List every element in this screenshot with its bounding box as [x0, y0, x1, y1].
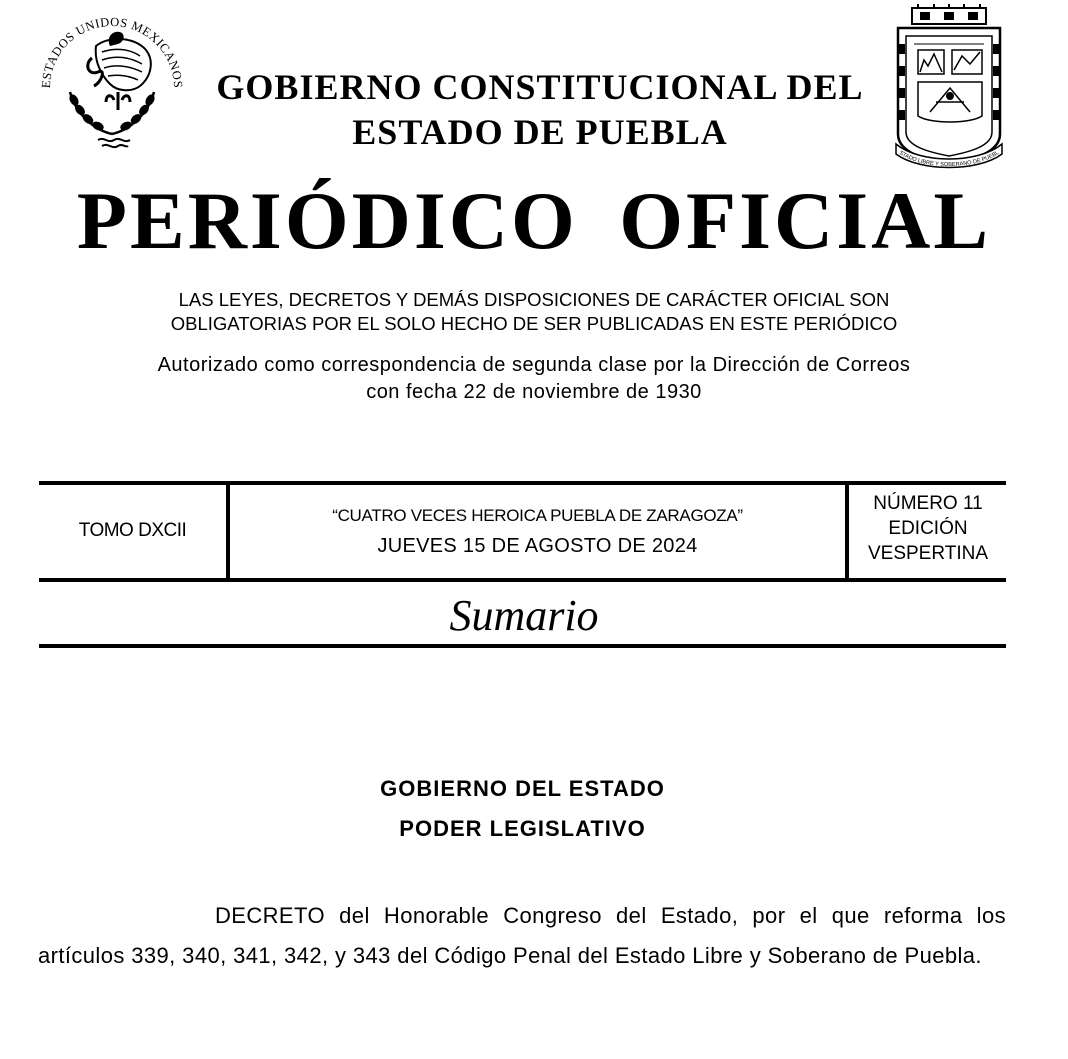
government-name-line2: ESTADO DE PUEBLA: [352, 112, 728, 152]
edition-line2: VESPERTINA: [867, 543, 989, 564]
authorization-line2: con fecha 22 de noviembre de 1930: [366, 381, 702, 403]
svg-text:ESTADOS UNIDOS MEXICANOS: ESTADOS UNIDOS MEXICANOS: [38, 14, 186, 89]
authorization-line1: Autorizado como correspondencia de segunda clase por la Dirección de Correos: [157, 354, 911, 376]
mexico-coat-of-arms-seal: [36, 6, 188, 156]
section-heading-legislative: PODER LEGISLATIVO: [399, 816, 646, 841]
svg-text:ESTADO LIBRE Y SOBERANO DE PUE: STADO LIBRE Y SOBERANO DE PUEBL: [897, 150, 1001, 169]
legal-notice-line2: OBLIGATORIAS POR EL SOLO HECHO DE SER PUBLICADAS EN ESTE PERIÓDICO: [170, 313, 898, 334]
section-heading-government: GOBIERNO DEL ESTADO: [380, 776, 665, 801]
decree-paragraph: DECRETO del Honorable Congreso del Estado, por el que reforma los artículos 339, 340, 341, 342, y 343 del Código Penal del Estado Libre y Soberano de Puebla.: [38, 903, 1006, 968]
puebla-coat-of-arms-seal: [890, 4, 1008, 172]
publication-date: JUEVES 15 DE AGOSTO DE 2024: [377, 535, 698, 557]
legal-notice-line1: LAS LEYES, DECRETOS Y DEMÁS DISPOSICIONES DE CARÁCTER OFICIAL SON: [178, 289, 890, 310]
issue-number-edition: [849, 491, 1007, 566]
issue-number: NÚMERO 11: [873, 493, 983, 514]
summary-heading: Sumario: [449, 591, 599, 640]
city-motto: “CUATRO VECES HEROICA PUEBLA DE ZARAGOZA”: [332, 506, 743, 525]
government-name-line1: GOBIERNO CONSTITUCIONAL DEL: [216, 67, 864, 107]
edition-line1: EDICIÓN: [888, 518, 968, 539]
periodico-oficial-title: PERIÓDICO OFICIAL: [76, 175, 992, 266]
issue-box-divider-left: [226, 481, 230, 581]
tomo-volume: TOMO DXCII: [78, 520, 187, 541]
summary-bottom-rule: [39, 644, 1006, 648]
